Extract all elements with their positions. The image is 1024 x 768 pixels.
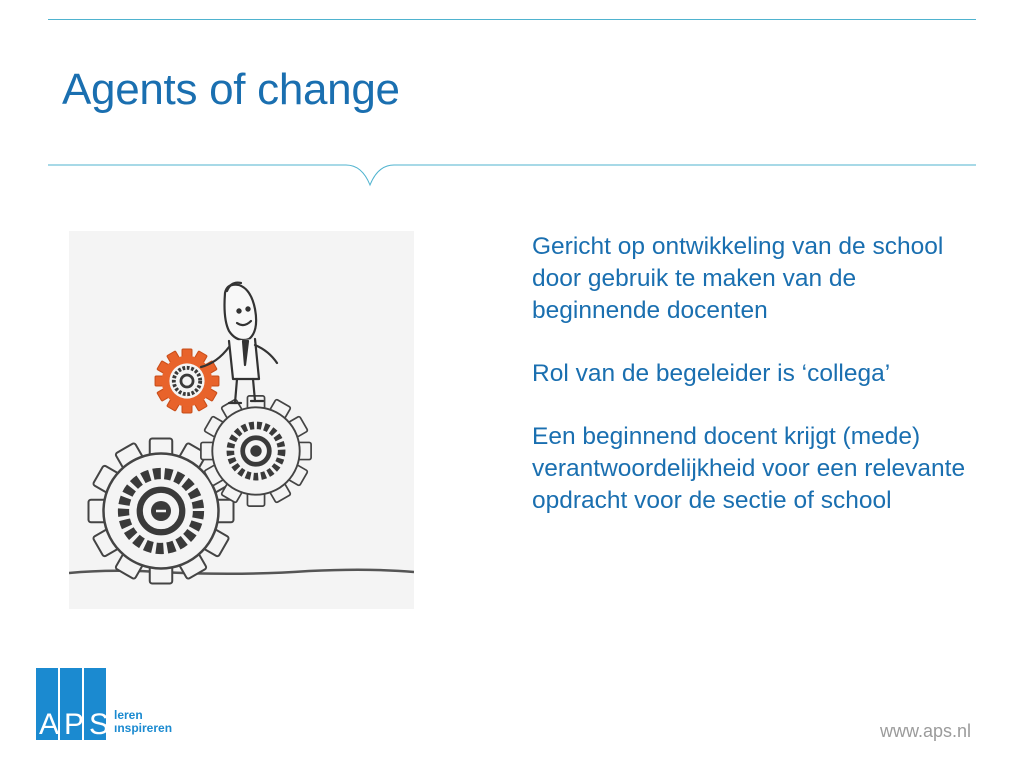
svg-text:leren: leren [114,708,143,722]
orange-gear-icon [155,349,219,413]
bullet-item: Rol van de begeleider is ‘collega’ [532,360,891,387]
svg-text:ınspireren: ınspireren [114,721,173,735]
svg-text:APS: APS [39,708,115,741]
top-rule [48,19,976,20]
gears-illustration [69,231,414,609]
bullet-list [532,231,972,548]
bullet-item: Een beginnend docent krijgt (mede) verantwoordelijkheid voor een relevante opdracht voor de sectie of school [532,423,966,514]
footer-url: www.aps.nl [880,721,972,741]
aps-logo [36,668,186,742]
slide-title: Agents of change [62,65,400,114]
bullet-item: Gericht op ontwikkeling van de school door gebruik te maken van de beginnende docenten [532,233,944,324]
title-divider [48,155,978,195]
